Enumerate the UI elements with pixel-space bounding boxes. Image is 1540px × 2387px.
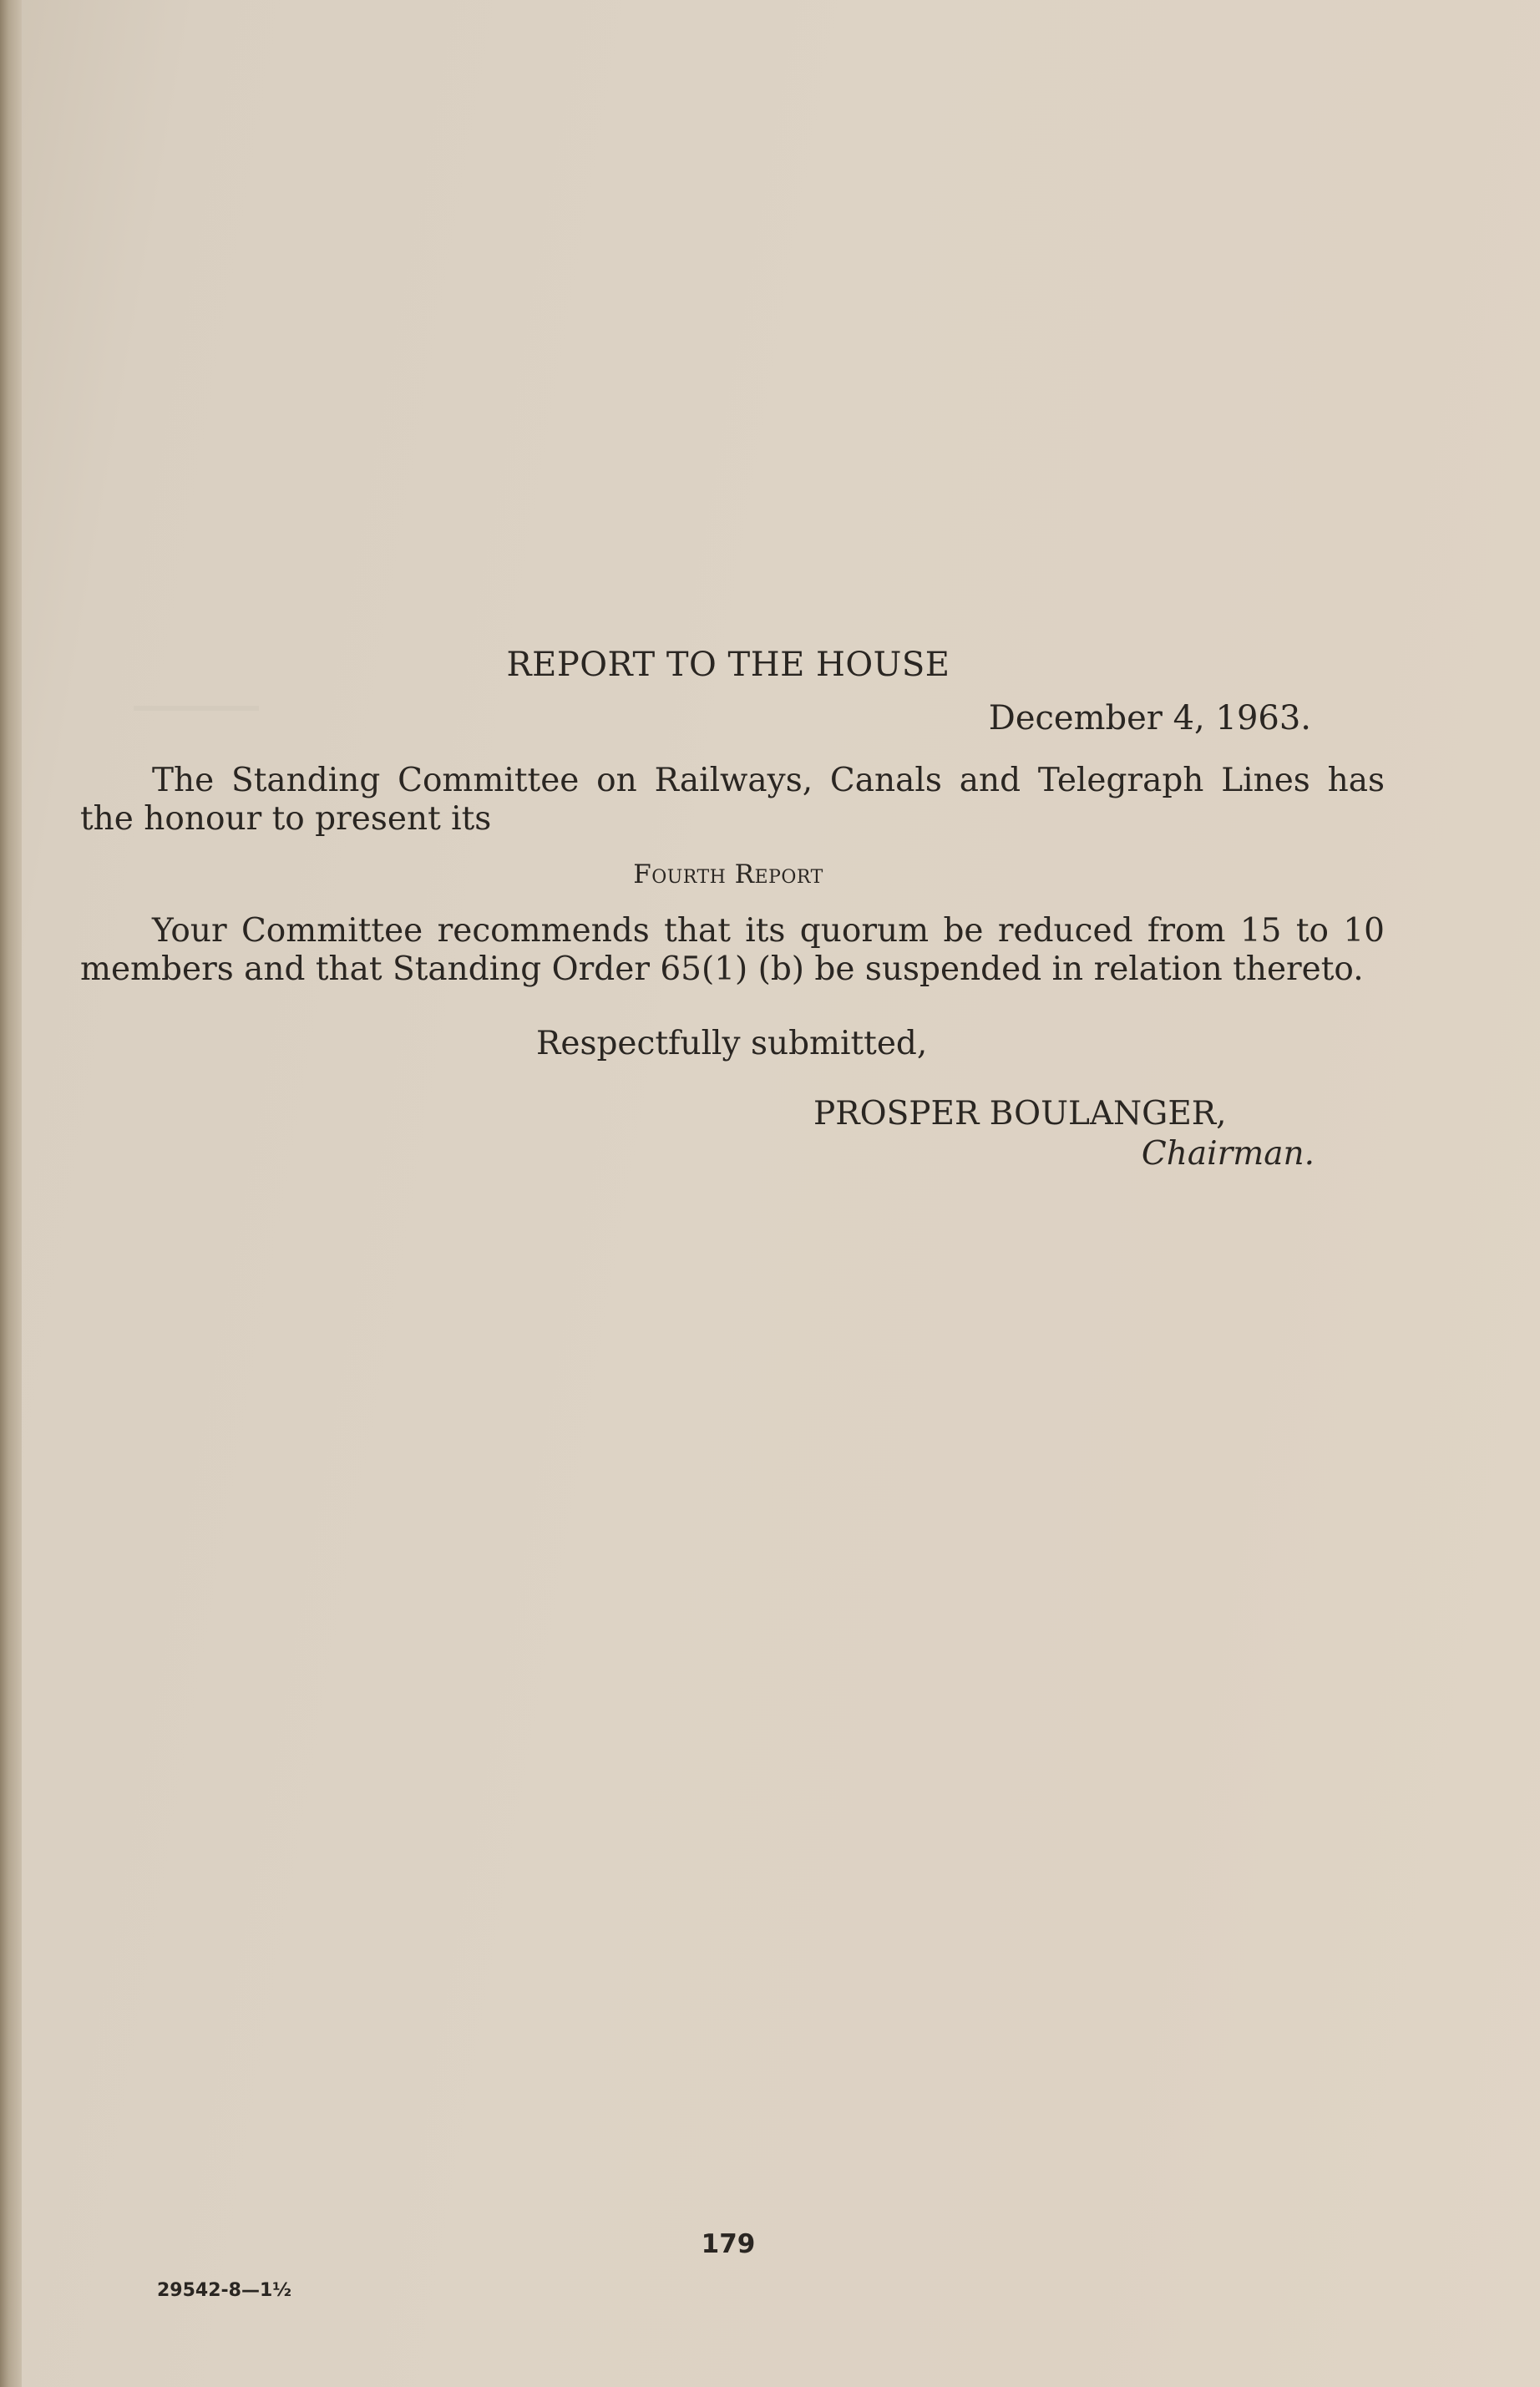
body-paragraph: Your Committee recommends that its quorum be reduced from 15 to 10 members and that Standing Order 65(1) (b) be suspended in relation thereto. — [80, 912, 1385, 988]
report-heading-text: Fourth Report — [633, 859, 823, 889]
print-code: 29542-8—1½ — [157, 2280, 292, 2301]
paper-mark — [134, 706, 259, 711]
closing-line: Respectfully submitted, — [536, 1025, 928, 1062]
binding-edge — [0, 0, 22, 2387]
report-date: December 4, 1963. — [988, 699, 1311, 737]
signer-title: Chairman. — [1141, 1135, 1315, 1173]
report-heading — [0, 859, 1456, 889]
page-number: 179 — [701, 2229, 756, 2259]
intro-paragraph: The Standing Committee on Railways, Canals and Telegraph Lines has the honour to present its — [80, 762, 1385, 838]
report-title: REPORT TO THE HOUSE — [506, 646, 950, 684]
signer-name: PROSPER BOULANGER, — [813, 1095, 1227, 1133]
